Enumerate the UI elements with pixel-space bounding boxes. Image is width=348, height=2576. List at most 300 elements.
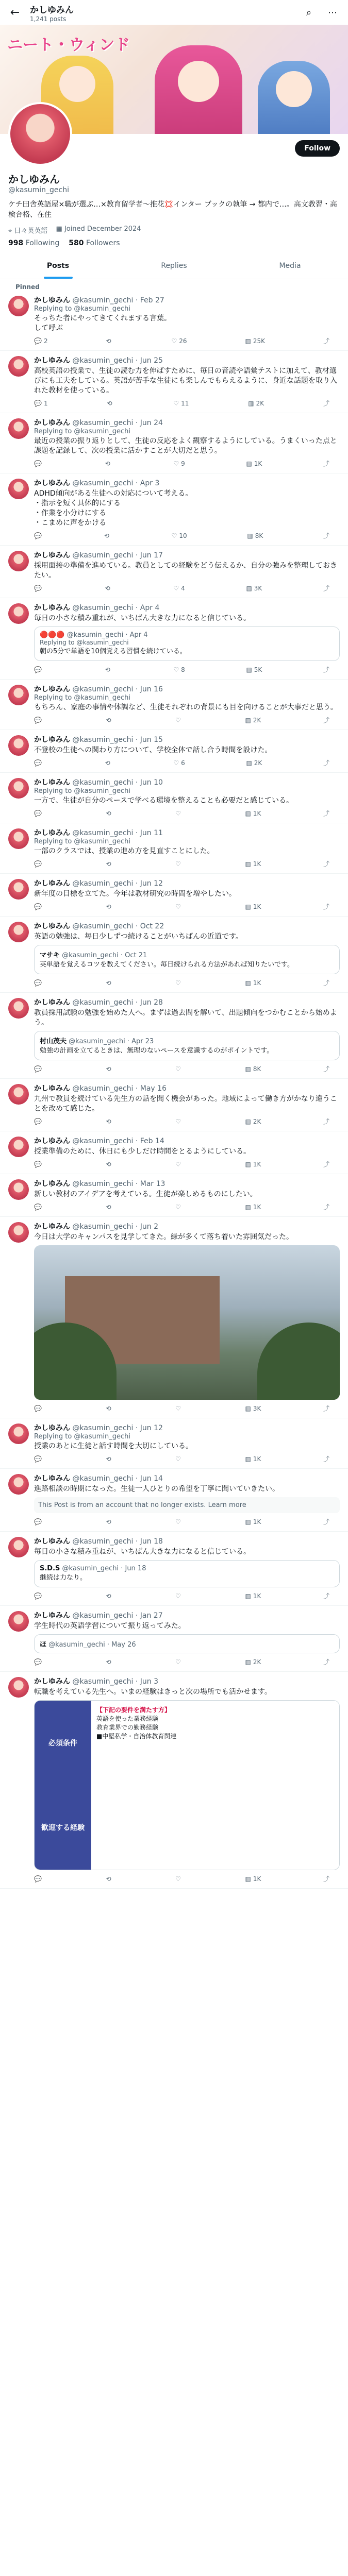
quoted-author: 🔴🔴🔴 xyxy=(40,631,65,639)
tweet-handle: @kasumin_gechi xyxy=(72,1084,134,1093)
retweet-icon[interactable]: ⟲ xyxy=(106,1875,111,1883)
views-icon[interactable]: ▥ 1K xyxy=(245,903,261,910)
like-icon[interactable]: ♡ xyxy=(175,1160,181,1168)
tweet[interactable] xyxy=(0,993,348,1079)
reply-icon[interactable]: 💬 xyxy=(34,759,42,767)
reply-icon[interactable]: 💬 xyxy=(34,1455,42,1463)
like-icon[interactable]: ♡ 26 xyxy=(171,337,187,345)
retweet-icon[interactable]: ⟲ xyxy=(106,1404,111,1412)
views-icon[interactable]: ▥ 5K xyxy=(246,666,262,673)
quoted-text: 英単語を覚えるコツを教えてください。毎日続けられる方法があれば知りたいです。 xyxy=(40,961,294,969)
bookmark-icon[interactable]: ⤴ xyxy=(323,1455,329,1463)
reply-context: Replying to @kasumin_gechi xyxy=(34,787,130,795)
tweet-text: 転職を考えている先生へ。いまの経験はきっと次の場所でも活かせます。 xyxy=(34,1688,272,1696)
tweet-author[interactable]: かしゆみん xyxy=(34,551,70,560)
like-icon[interactable]: ♡ xyxy=(175,809,181,817)
tweet-author[interactable]: かしゆみん xyxy=(34,879,70,888)
quoted-author: ほ xyxy=(40,1641,47,1649)
bookmark-icon[interactable]: ⤴ xyxy=(323,1118,329,1125)
retweet-icon[interactable]: ⟲ xyxy=(107,399,112,407)
action-count: 1K xyxy=(253,1875,261,1883)
action-count: 1K xyxy=(253,1160,261,1168)
tweet[interactable] xyxy=(0,1418,348,1469)
tweet-author[interactable]: かしゆみん xyxy=(34,479,70,487)
tweet-date[interactable]: · Jun 17 xyxy=(135,551,163,560)
like-icon[interactable]: ♡ xyxy=(175,860,181,868)
tweet-actions xyxy=(34,1202,340,1211)
action-count: 8K xyxy=(255,532,263,539)
quoted-tweet[interactable] xyxy=(34,945,340,974)
quoted-text: 勉強の計画を立てるときは、無理のないペースを意識するのがポイントです。 xyxy=(40,1047,274,1055)
avatar[interactable] xyxy=(8,879,29,900)
like-icon[interactable]: ♡ 8 xyxy=(173,666,185,673)
bookmark-icon[interactable]: ⤴ xyxy=(323,810,329,817)
bookmark-icon[interactable]: ⤴ xyxy=(323,532,329,539)
avatar[interactable] xyxy=(8,1179,29,1200)
tweet-handle: @kasumin_gechi xyxy=(72,357,134,365)
reply-icon[interactable]: 💬 xyxy=(34,1658,42,1666)
tweet[interactable] xyxy=(0,1469,348,1532)
views-icon[interactable]: ▥ 1K xyxy=(245,860,261,868)
tweet-author[interactable]: かしゆみん xyxy=(34,1677,70,1686)
action-count: 2 xyxy=(43,337,48,345)
like-icon[interactable]: ♡ 9 xyxy=(173,460,185,467)
tweet-date[interactable]: · Jun 10 xyxy=(135,778,163,787)
tweet-date[interactable]: · Jun 14 xyxy=(135,1475,163,1483)
tweet-author[interactable]: かしゆみん xyxy=(34,685,70,693)
action-count: 1K xyxy=(253,903,261,910)
bookmark-icon[interactable]: ⤴ xyxy=(323,400,329,407)
tweet-author[interactable]: かしゆみん xyxy=(34,1537,70,1546)
like-icon[interactable]: ♡ 4 xyxy=(173,584,185,592)
tweet-handle: @kasumin_gechi xyxy=(72,1475,134,1483)
tweet-date[interactable]: · Apr 3 xyxy=(135,479,160,487)
avatar[interactable] xyxy=(8,102,72,166)
avatar[interactable] xyxy=(8,356,29,377)
tweet-author[interactable]: かしゆみん xyxy=(34,778,70,787)
like-icon[interactable]: ♡ xyxy=(175,1875,181,1883)
avatar[interactable] xyxy=(8,479,29,499)
views-icon[interactable]: ▥ 1K xyxy=(246,460,262,467)
retweet-icon[interactable]: ⟲ xyxy=(106,903,111,910)
quoted-handle: @kasumin_gechi · Apr 23 xyxy=(69,1038,154,1045)
views-icon[interactable]: ▥ 2K xyxy=(245,1117,261,1125)
retweet-icon[interactable]: ⟲ xyxy=(106,1592,111,1600)
bookmark-icon[interactable]: ⤴ xyxy=(323,1161,329,1168)
tweet-date[interactable]: · Jun 15 xyxy=(135,736,163,744)
action-count: 4 xyxy=(181,584,185,592)
views-icon[interactable]: ▥ 1K xyxy=(245,1518,261,1526)
tweet[interactable] xyxy=(0,1079,348,1131)
tab-posts[interactable]: Posts xyxy=(0,252,116,279)
tweet-text: 不登校の生徒への関わり方について、学校全体で話し合う時間を設けた。 xyxy=(34,746,272,754)
bookmark-icon[interactable]: ⤴ xyxy=(323,1518,329,1526)
views-icon[interactable]: ▥ 8K xyxy=(245,1065,261,1073)
tweet-date[interactable]: · Jun 2 xyxy=(135,1223,159,1231)
tweet-date[interactable]: · Jun 24 xyxy=(135,419,163,427)
tweet-actions xyxy=(34,1454,340,1463)
like-icon[interactable]: ♡ xyxy=(175,1117,181,1125)
tweet[interactable] xyxy=(0,473,348,546)
like-icon[interactable]: ♡ 11 xyxy=(173,399,189,407)
action-count: 6 xyxy=(181,759,185,767)
like-icon[interactable]: ♡ xyxy=(175,1455,181,1463)
job-card-side-label: 必須条件 xyxy=(48,1739,77,1748)
retweet-icon[interactable]: ⟲ xyxy=(106,979,111,987)
tweet-author[interactable]: かしゆみん xyxy=(34,604,70,612)
reply-icon[interactable]: 💬 2 xyxy=(34,337,48,345)
views-icon[interactable]: ▥ 2K xyxy=(246,759,262,767)
avatar[interactable] xyxy=(8,1137,29,1157)
avatar[interactable] xyxy=(8,1611,29,1632)
quoted-author: 村山茂夫 xyxy=(40,1038,67,1045)
retweet-icon[interactable]: ⟲ xyxy=(104,532,109,539)
following-link[interactable]: 998 Following xyxy=(8,239,60,247)
avatar[interactable] xyxy=(8,1084,29,1105)
tweet-actions xyxy=(34,1657,340,1666)
followers-link[interactable]: 580 Followers xyxy=(69,239,120,247)
tweet-date[interactable]: · Jun 16 xyxy=(135,685,163,693)
reply-icon[interactable]: 💬 xyxy=(34,1160,42,1168)
tweet-actions xyxy=(34,459,340,468)
tweet[interactable] xyxy=(0,917,348,993)
tweet-author[interactable]: かしゆみん xyxy=(34,922,70,930)
reply-icon[interactable]: 💬 xyxy=(34,532,42,539)
avatar[interactable] xyxy=(8,1222,29,1243)
tweet-text: 今日は大学のキャンパスを見学してきた。緑が多くて落ち着いた雰囲気だった。 xyxy=(34,1233,294,1241)
action-count: 25K xyxy=(253,337,265,345)
tweet-date[interactable]: · Jan 27 xyxy=(135,1612,163,1620)
reply-context: Replying to @kasumin_gechi xyxy=(34,838,130,845)
tweet-author[interactable]: かしゆみん xyxy=(34,998,70,1007)
retweet-icon[interactable]: ⟲ xyxy=(106,1117,111,1125)
tweet-actions xyxy=(34,1117,340,1126)
tweet-author[interactable]: かしゆみん xyxy=(34,419,70,427)
tweet-author[interactable]: かしゆみん xyxy=(34,357,70,365)
reply-icon[interactable]: 💬 xyxy=(34,1203,42,1211)
avatar[interactable] xyxy=(8,1677,29,1698)
bookmark-icon[interactable]: ⤴ xyxy=(323,460,329,467)
tweet-text: 進路相談の時期になった。生徒一人ひとりの希望を丁寧に聞いていきたい。 xyxy=(34,1485,279,1493)
tweet-date[interactable]: · Jun 28 xyxy=(135,998,163,1007)
bookmark-icon[interactable]: ⤴ xyxy=(323,1875,329,1883)
views-icon[interactable]: ▥ 8K xyxy=(247,532,263,539)
views-icon[interactable]: ▥ 3K xyxy=(246,584,262,592)
tweet-actions xyxy=(34,1064,340,1073)
bookmark-icon[interactable]: ⤴ xyxy=(323,759,329,767)
like-icon[interactable]: ♡ xyxy=(175,1592,181,1600)
search-icon[interactable]: ⌕ xyxy=(306,7,312,18)
bookmark-icon[interactable]: ⤴ xyxy=(323,979,329,987)
like-icon[interactable]: ♡ 10 xyxy=(171,532,187,539)
tweet[interactable] xyxy=(0,1532,348,1606)
avatar[interactable] xyxy=(8,922,29,942)
views-icon[interactable]: ▥ 1K xyxy=(245,1203,261,1211)
like-icon[interactable]: ♡ xyxy=(175,1203,181,1211)
tweet-actions xyxy=(34,716,340,724)
tweet-actions xyxy=(34,978,340,987)
tweet[interactable] xyxy=(0,1672,348,1889)
profile-name: かしゆみん xyxy=(8,173,60,185)
tweet-actions xyxy=(34,1160,340,1168)
action-count: 1 xyxy=(43,399,48,407)
quoted-tweet[interactable] xyxy=(34,626,340,661)
tweet-author[interactable]: かしゆみん xyxy=(34,296,70,304)
reply-icon[interactable]: 💬 xyxy=(34,1065,42,1073)
tweet[interactable] xyxy=(0,680,348,730)
retweet-icon[interactable]: ⟲ xyxy=(106,1455,111,1463)
action-count: 26 xyxy=(179,337,187,345)
retweet-icon[interactable]: ⟲ xyxy=(105,460,110,467)
tweet[interactable] xyxy=(0,1174,348,1217)
tweet-author[interactable]: かしゆみん xyxy=(34,829,70,837)
tweet[interactable] xyxy=(0,413,348,473)
tweet-text: 授業準備のために、休日にも少しだけ時間をとるようにしている。 xyxy=(34,1147,251,1156)
views-icon[interactable]: ▥ 2K xyxy=(245,1658,261,1666)
action-count: 2K xyxy=(253,1658,261,1666)
action-count: 2K xyxy=(253,716,261,724)
tweet-text: ADHD傾向がある生徒への対応について考える。 ・指示を短く具体的にする ・作業を小分けにする ・こまめに声をかける xyxy=(34,489,193,527)
tweet-actions xyxy=(34,902,340,911)
views-icon[interactable]: ▥ 2K xyxy=(248,399,264,407)
views-icon[interactable]: ▥ 1K xyxy=(245,809,261,817)
reply-icon[interactable]: 💬 xyxy=(34,979,42,987)
tweet-actions xyxy=(34,809,340,818)
avatar[interactable] xyxy=(8,778,29,799)
tweet-author[interactable]: かしゆみん xyxy=(34,1084,70,1093)
tweet-date[interactable]: · Feb 14 xyxy=(135,1137,164,1145)
action-count: 1K xyxy=(253,809,261,817)
action-count: 1K xyxy=(253,1203,261,1211)
retweet-icon[interactable]: ⟲ xyxy=(105,759,110,767)
tweet-date[interactable]: · Jun 12 xyxy=(135,879,163,888)
bookmark-icon[interactable]: ⤴ xyxy=(323,585,329,592)
more-icon[interactable]: ⋯ xyxy=(328,7,337,18)
retweet-icon[interactable]: ⟲ xyxy=(105,584,110,592)
tweet-author[interactable]: かしゆみん xyxy=(34,736,70,744)
retweet-icon[interactable]: ⟲ xyxy=(106,1065,111,1073)
tweet[interactable] xyxy=(0,730,348,773)
avatar[interactable] xyxy=(8,685,29,705)
follow-button[interactable]: Follow xyxy=(295,140,340,157)
job-card[interactable] xyxy=(34,1700,340,1870)
tweet-date[interactable]: · Jun 3 xyxy=(135,1677,159,1686)
tweet-date[interactable]: · Oct 22 xyxy=(135,922,164,930)
bookmark-icon[interactable]: ⤴ xyxy=(323,860,329,868)
views-icon[interactable]: ▥ 1K xyxy=(245,1160,261,1168)
back-arrow-icon[interactable]: ← xyxy=(10,6,20,19)
tweet-handle: @kasumin_gechi xyxy=(72,998,134,1007)
tweet[interactable] xyxy=(0,351,348,413)
bookmark-icon[interactable]: ⤴ xyxy=(323,337,329,345)
tweet-text: そっちた者にやってきてくれまする言葉。 して呼ぶ xyxy=(34,314,171,332)
quoted-handle: @kasumin_gechi · Jun 18 xyxy=(62,1565,146,1572)
reply-context: Replying to @kasumin_gechi xyxy=(34,1433,130,1440)
tweet[interactable] xyxy=(0,874,348,917)
reply-icon[interactable]: 💬 xyxy=(34,1518,42,1526)
retweet-icon[interactable]: ⟲ xyxy=(106,1658,111,1666)
action-count: 1K xyxy=(253,1592,261,1600)
quoted-handle: @kasumin_gechi · May 26 xyxy=(48,1641,136,1649)
tweet-text: 新年度の目標を立てた。今年は教材研究の時間を増やしたい。 xyxy=(34,890,236,898)
reply-icon[interactable]: 💬 1 xyxy=(34,399,48,407)
tweet-actions xyxy=(34,665,340,674)
avatar[interactable] xyxy=(8,296,29,316)
unavailable-notice: This Post is from an account that no longer exists. Learn more xyxy=(34,1497,340,1513)
tweet-author[interactable]: かしゆみん xyxy=(34,1424,70,1432)
like-icon[interactable]: ♡ xyxy=(175,903,181,910)
reply-icon[interactable]: 💬 xyxy=(34,584,42,592)
retweet-icon[interactable]: ⟲ xyxy=(106,809,111,817)
avatar[interactable] xyxy=(8,603,29,624)
retweet-icon[interactable]: ⟲ xyxy=(105,666,110,673)
tweet-date[interactable]: · Feb 27 xyxy=(135,296,164,304)
tweet-photo[interactable] xyxy=(34,1245,340,1400)
avatar[interactable] xyxy=(8,735,29,756)
quoted-tweet[interactable] xyxy=(34,1031,340,1060)
tweet[interactable] xyxy=(0,823,348,874)
bookmark-icon[interactable]: ⤴ xyxy=(323,1658,329,1666)
tab-media[interactable]: Media xyxy=(279,261,301,270)
avatar[interactable] xyxy=(8,1423,29,1444)
retweet-icon[interactable]: ⟲ xyxy=(106,1518,111,1526)
action-count: 1K xyxy=(253,1455,261,1463)
tweet-text: 英語の勉強は、毎日少しずつ続けることがいちばんの近道です。 xyxy=(34,933,243,941)
like-icon[interactable]: ♡ xyxy=(175,1404,181,1412)
reply-icon[interactable]: 💬 xyxy=(34,809,42,817)
quoted-text: 継続は力なり。 xyxy=(40,1574,87,1582)
tweet-text: 一方で、生徒が自分のペースで学べる環境を整えることも必要だと感じている。 xyxy=(34,796,294,805)
views-icon[interactable]: ▥ 1K xyxy=(245,1875,261,1883)
reply-icon[interactable]: 💬 xyxy=(34,716,42,724)
retweet-icon[interactable]: ⟲ xyxy=(106,337,111,345)
quoted-tweet[interactable] xyxy=(34,1560,340,1587)
views-icon[interactable]: ▥ 25K xyxy=(245,337,265,345)
reply-icon[interactable]: 💬 xyxy=(34,860,42,868)
job-card-line: 英語を使った業務経験 xyxy=(96,1715,159,1722)
tweet-date[interactable]: · Jun 11 xyxy=(135,829,163,837)
tweet-actions xyxy=(34,336,340,345)
like-icon[interactable]: ♡ xyxy=(175,716,181,724)
job-card-line: 【下記の要件を満たす方】 xyxy=(96,1706,171,1714)
avatar[interactable] xyxy=(8,551,29,571)
tweet-date[interactable]: · Jun 18 xyxy=(135,1537,163,1546)
tweet-date[interactable]: · Jun 12 xyxy=(135,1424,163,1432)
reply-icon[interactable]: 💬 xyxy=(34,460,42,467)
action-count: 2K xyxy=(256,399,264,407)
views-icon[interactable]: ▥ 3K xyxy=(245,1404,261,1412)
avatar[interactable] xyxy=(8,1474,29,1495)
tweet-date[interactable]: · May 16 xyxy=(135,1084,167,1093)
reply-icon[interactable]: 💬 xyxy=(34,1404,42,1412)
avatar[interactable] xyxy=(8,1537,29,1557)
location-icon: ⌖ 日々英英語 xyxy=(8,227,48,235)
profile-tabs xyxy=(0,252,348,279)
tweet[interactable] xyxy=(0,291,348,351)
action-count: 5K xyxy=(254,666,262,673)
quoted-tweet[interactable] xyxy=(34,1634,340,1653)
avatar[interactable] xyxy=(8,418,29,439)
tweet-author[interactable]: かしゆみん xyxy=(34,1475,70,1483)
action-count: 11 xyxy=(181,399,189,407)
retweet-icon[interactable]: ⟲ xyxy=(106,716,111,724)
tweet[interactable] xyxy=(0,773,348,823)
tweet[interactable] xyxy=(0,546,348,598)
retweet-icon[interactable]: ⟲ xyxy=(106,860,111,868)
avatar[interactable] xyxy=(8,998,29,1019)
bookmark-icon[interactable]: ⤴ xyxy=(323,903,329,910)
tweet-actions xyxy=(34,758,340,767)
bookmark-icon[interactable]: ⤴ xyxy=(323,1204,329,1211)
action-count: 10 xyxy=(179,532,187,539)
reply-icon[interactable]: 💬 xyxy=(34,1592,42,1600)
tweet-handle: @kasumin_gechi xyxy=(72,685,134,693)
tweet-text: 高校英語の授業で、生徒の読む力を伸ばすために、毎日の音読や語彙テストに加えて、教材選びにも工夫をしている。英語が苦手な生徒にも楽しんでもらえるように、身近な話題を取り入れた教材を使っている。 xyxy=(34,367,337,395)
tweet-author[interactable]: かしゆみん xyxy=(34,1137,70,1145)
bookmark-icon[interactable]: ⤴ xyxy=(323,717,329,724)
like-icon[interactable]: ♡ xyxy=(175,979,181,987)
views-icon[interactable]: ▥ 1K xyxy=(245,979,261,987)
tweet-actions xyxy=(34,1591,340,1600)
tweet[interactable] xyxy=(0,1606,348,1672)
views-icon[interactable]: ▥ 1K xyxy=(245,1592,261,1600)
tweet-date[interactable]: · Apr 4 xyxy=(135,604,160,612)
views-icon[interactable]: ▥ 1K xyxy=(245,1455,261,1463)
reply-icon[interactable]: 💬 xyxy=(34,1117,42,1125)
retweet-icon[interactable]: ⟲ xyxy=(106,1203,111,1211)
quoted-author: マサキ xyxy=(40,952,60,959)
like-icon[interactable]: ♡ 6 xyxy=(173,759,185,767)
tweet-text: 毎日の小さな積み重ねが、いちばん大きな力になると信じている。 xyxy=(34,614,251,622)
action-count: 3K xyxy=(254,584,262,592)
tweet[interactable] xyxy=(0,1131,348,1174)
reply-icon[interactable]: 💬 xyxy=(34,903,42,910)
tweet-handle: @kasumin_gechi xyxy=(72,1180,134,1188)
bookmark-icon[interactable]: ⤴ xyxy=(323,666,329,673)
bookmark-icon[interactable]: ⤴ xyxy=(323,1065,329,1073)
like-icon[interactable]: ♡ xyxy=(175,1658,181,1666)
avatar[interactable] xyxy=(8,828,29,849)
tweet-author[interactable]: かしゆみん xyxy=(34,1612,70,1620)
tweet[interactable] xyxy=(0,1217,348,1418)
tweet-text: 一部のクラスでは、授業の進め方を見直すことにした。 xyxy=(34,847,214,855)
bookmark-icon[interactable]: ⤴ xyxy=(323,1405,329,1412)
action-count: 1K xyxy=(253,979,261,987)
tweet-text: 毎日の小さな積み重ねが、いちばん大きな力になると信じている。 xyxy=(34,1548,251,1556)
tweet-author[interactable]: かしゆみん xyxy=(34,1180,70,1188)
tweet-date[interactable]: · Jun 25 xyxy=(135,357,163,365)
quoted-text: 朝の5分で単語を10個覚える習慣を続けている。 xyxy=(40,648,187,655)
tab-replies[interactable]: Replies xyxy=(161,261,187,270)
tweet-handle: @kasumin_gechi xyxy=(72,604,134,612)
profile-bio: ケチ田舎英語屋×職が選ぶ…×教育留学者～推花💢インター ブックの執筆 → 都内で…。高文教習・高検合格、在住 xyxy=(8,200,337,219)
job-card-side-label: 歓迎する経験 xyxy=(41,1824,85,1832)
tweet-text: 九州で教員を続けている先生方の話を聞く機会があった。地域によって働き方がかなり違うことを改めて感じた。 xyxy=(34,1095,337,1113)
like-icon[interactable]: ♡ xyxy=(175,1065,181,1073)
tweet[interactable] xyxy=(0,598,348,680)
reply-icon[interactable]: 💬 xyxy=(34,1875,42,1883)
views-icon[interactable]: ▥ 2K xyxy=(245,716,261,724)
tweet-text: 採用面接の準備を進めている。教員としての経験をどう伝えるか、自分の強みを整理しておきたい。 xyxy=(34,562,337,580)
like-icon[interactable]: ♡ xyxy=(175,1518,181,1526)
bookmark-icon[interactable]: ⤴ xyxy=(323,1592,329,1600)
retweet-icon[interactable]: ⟲ xyxy=(106,1160,111,1168)
action-count: 2K xyxy=(254,759,262,767)
tweet-handle: @kasumin_gechi xyxy=(72,1537,134,1546)
tweet-author[interactable]: かしゆみん xyxy=(34,1223,70,1231)
reply-icon[interactable]: 💬 xyxy=(34,666,42,673)
tweet-date[interactable]: · Mar 13 xyxy=(135,1180,165,1188)
